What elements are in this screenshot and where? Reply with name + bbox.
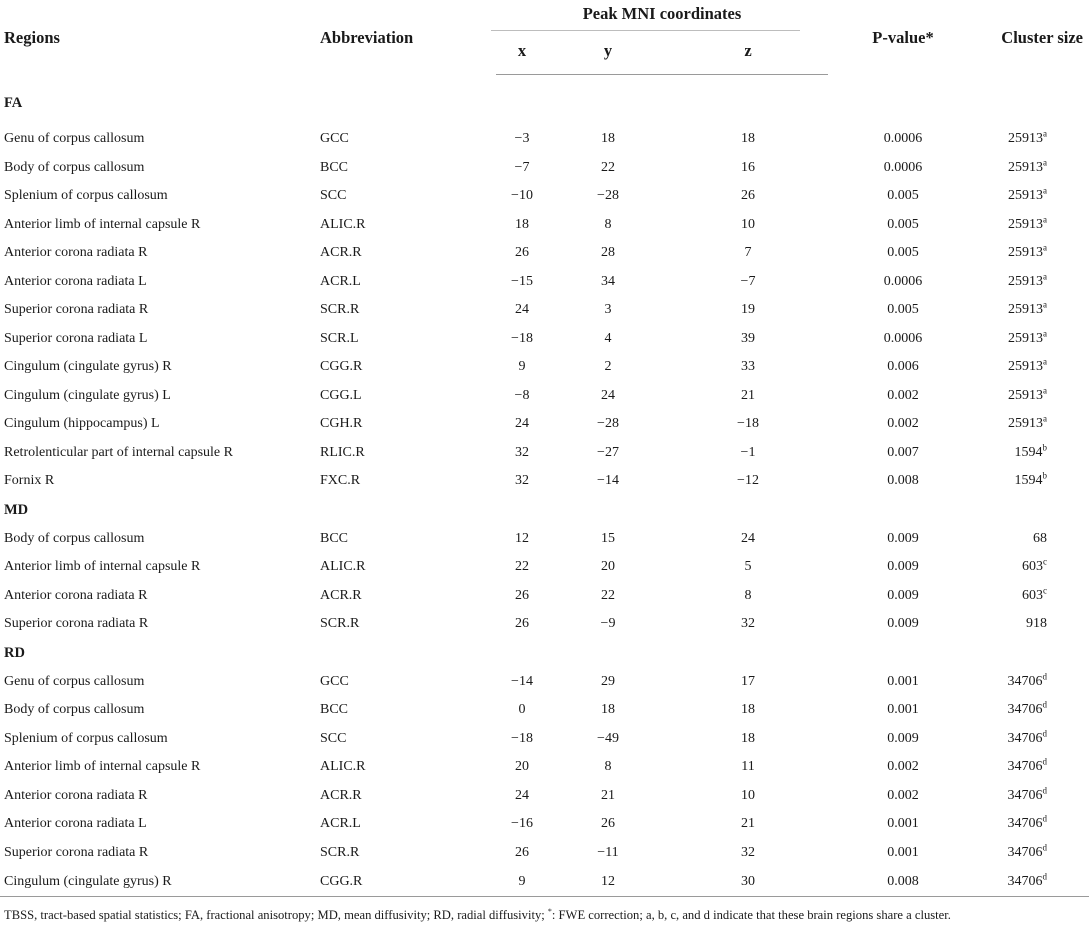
cluster-value: 25913 — [1008, 387, 1043, 403]
table-row — [0, 353, 1089, 382]
footnote-text: TBSS, tract-based spatial statistics; FA, fractional anisotropy; MD, mean diffusivity; RD, radial diffusivity; — [4, 908, 548, 922]
cell-pvalue: 0.002 — [887, 787, 919, 803]
table-row — [0, 867, 1089, 897]
cluster-superscript: d — [1042, 842, 1047, 853]
cluster-value: 25913 — [1008, 302, 1043, 318]
table-row — [0, 325, 1089, 354]
cluster-value: 34706 — [1007, 702, 1043, 718]
header-peak-mni: Peak MNI coordinates — [582, 4, 742, 23]
header-z: z — [668, 28, 828, 75]
cluster-value: 34706 — [1007, 673, 1043, 689]
cell-region: Cingulum (hippocampus) L — [4, 416, 160, 432]
cell-pvalue: 0.008 — [887, 473, 919, 489]
cell-y: −27 — [597, 444, 619, 460]
cell-cluster-size — [978, 668, 1089, 697]
cell-region: Cingulum (cingulate gyrus) R — [4, 359, 172, 375]
cluster-superscript: d — [1042, 813, 1047, 824]
cell-z: −7 — [740, 273, 756, 289]
cell-y: −11 — [597, 844, 619, 860]
cell-cluster-size — [978, 867, 1089, 897]
cell-pvalue: 0.005 — [887, 216, 919, 232]
cell-cluster-size — [978, 467, 1089, 496]
cluster-value: 34706 — [1007, 787, 1043, 803]
cell-pvalue: 0.001 — [887, 816, 919, 832]
cell-pvalue: 0.0006 — [883, 330, 923, 346]
header-row-1 — [0, 0, 1089, 28]
cell-pvalue: 0.001 — [887, 844, 919, 860]
cell-cluster-size — [978, 296, 1089, 325]
cluster-value: 34706 — [1007, 759, 1043, 775]
cluster-superscript: d — [1042, 728, 1047, 739]
cell-z: 32 — [741, 616, 755, 632]
cluster-value: 25913 — [1008, 245, 1043, 261]
cell-pvalue: 0.008 — [828, 867, 978, 897]
cell-abbreviation: ACR.R — [320, 587, 362, 603]
section-label: FA — [4, 94, 23, 111]
cell-pvalue: 0.001 — [887, 673, 919, 689]
cell-pvalue: 0.0006 — [883, 273, 923, 289]
cell-pvalue: 0.009 — [887, 587, 919, 603]
cell-x: 9 — [496, 867, 548, 897]
table-row — [0, 525, 1089, 554]
cell-region: Cingulum (cingulate gyrus) R — [0, 867, 320, 897]
cell-y: −9 — [600, 616, 616, 632]
cluster-value: 603 — [1022, 587, 1043, 603]
cell-z: −12 — [737, 473, 759, 489]
cell-abbreviation: ACR.L — [320, 273, 361, 289]
cell-z: 10 — [741, 787, 755, 803]
cell-cluster-size — [978, 211, 1089, 240]
table-row — [0, 668, 1089, 697]
cluster-value: 25913 — [1008, 131, 1043, 147]
cell-abbreviation: SCR.R — [320, 844, 360, 860]
cell-z: 24 — [741, 530, 755, 546]
cell-y: 4 — [604, 330, 612, 346]
cell-z: 19 — [741, 302, 755, 318]
cell-cluster-size — [978, 782, 1089, 811]
cell-x: 22 — [515, 559, 529, 575]
cell-z: 16 — [741, 159, 755, 175]
cell-z: 18 — [741, 702, 755, 718]
cluster-value: 34706 — [1007, 816, 1043, 832]
cell-region: Anterior corona radiata R — [4, 245, 148, 261]
cluster-superscript: a — [1043, 128, 1047, 139]
cell-pvalue: 0.001 — [887, 702, 919, 718]
cell-pvalue: 0.007 — [887, 444, 919, 460]
cluster-superscript: a — [1043, 328, 1047, 339]
cell-cluster-size — [978, 353, 1089, 382]
cell-y: 26 — [601, 816, 615, 832]
cluster-superscript: a — [1043, 385, 1047, 396]
cluster-superscript: d — [1042, 699, 1047, 710]
cell-cluster-size — [978, 753, 1089, 782]
cell-abbreviation: BCC — [320, 702, 349, 718]
cell-z: 26 — [741, 188, 755, 204]
peak-header-rule — [491, 30, 800, 31]
cluster-value: 25913 — [1008, 159, 1043, 175]
section-label: RD — [4, 644, 25, 661]
cell-y: 18 — [601, 131, 615, 147]
cell-z: 30 — [668, 867, 828, 897]
cell-abbreviation: ACR.L — [320, 816, 361, 832]
cell-abbreviation: ALIC.R — [320, 559, 366, 575]
cell-y: 28 — [601, 245, 615, 261]
cell-pvalue: 0.002 — [887, 387, 919, 403]
table-row — [0, 154, 1089, 183]
cell-pvalue: 0.006 — [887, 359, 919, 375]
cell-y: 15 — [601, 530, 615, 546]
cell-z: 5 — [744, 559, 752, 575]
cluster-value: 68 — [1033, 530, 1047, 546]
cell-y: 8 — [604, 759, 612, 775]
cluster-superscript: a — [1043, 299, 1047, 310]
cell-region: Anterior corona radiata R — [4, 787, 148, 803]
cell-x: −8 — [514, 387, 530, 403]
cell-y: 20 — [601, 559, 615, 575]
cluster-superscript: d — [1042, 671, 1047, 682]
cell-z: 18 — [741, 730, 755, 746]
cell-region: Body of corpus callosum — [4, 702, 145, 718]
table-row — [0, 467, 1089, 496]
table-row — [0, 268, 1089, 297]
cell-cluster-size — [978, 696, 1089, 725]
cell-x: −3 — [514, 131, 530, 147]
cell-pvalue: 0.0006 — [883, 159, 923, 175]
cell-y: 18 — [601, 702, 615, 718]
cluster-superscript: d — [1042, 756, 1047, 767]
cell-abbreviation: ACR.R — [320, 245, 362, 261]
cell-cluster-size — [978, 725, 1089, 754]
header-cluster-size: Cluster size — [1001, 28, 1083, 48]
cell-cluster-size — [978, 410, 1089, 439]
cell-abbreviation: CGG.L — [320, 387, 362, 403]
cell-pvalue: 0.002 — [887, 416, 919, 432]
cluster-value: 25913 — [1008, 330, 1043, 346]
cell-x: 32 — [515, 473, 529, 489]
cluster-superscript: c — [1043, 556, 1047, 567]
cell-y: 3 — [604, 302, 612, 318]
cell-y: 29 — [601, 673, 615, 689]
cluster-value: 25913 — [1008, 216, 1043, 232]
cell-region: Superior corona radiata R — [4, 616, 149, 632]
table-row — [0, 182, 1089, 211]
cell-x: 18 — [515, 216, 529, 232]
table-row — [0, 753, 1089, 782]
cell-abbreviation: ALIC.R — [320, 759, 366, 775]
cluster-superscript: d — [1042, 785, 1047, 796]
cell-cluster-size — [978, 810, 1089, 839]
cell-x: 26 — [515, 587, 529, 603]
cell-abbreviation: RLIC.R — [320, 444, 365, 460]
cell-region: Anterior limb of internal capsule R — [4, 559, 201, 575]
cell-cluster-size — [978, 525, 1089, 554]
cluster-superscript: a — [1043, 157, 1047, 168]
cluster-superscript: a — [1043, 413, 1047, 424]
table-header — [0, 0, 1089, 75]
cell-cluster-size — [978, 553, 1089, 582]
header-pvalue: P-value* — [872, 28, 934, 48]
cell-cluster-size — [978, 239, 1089, 268]
cell-x: 24 — [515, 302, 529, 318]
cell-x: 24 — [515, 416, 529, 432]
cell-cluster-size — [978, 154, 1089, 183]
cell-z: 32 — [741, 844, 755, 860]
cell-y: 2 — [604, 359, 612, 375]
cell-x: 12 — [515, 530, 529, 546]
cell-abbreviation: CGG.R — [320, 359, 363, 375]
cell-pvalue: 0.002 — [887, 759, 919, 775]
cell-x: 26 — [515, 616, 529, 632]
cell-abbreviation: BCC — [320, 530, 349, 546]
cluster-superscript: b — [1042, 470, 1047, 481]
table-row — [0, 211, 1089, 240]
cell-region: Superior corona radiata R — [4, 844, 149, 860]
cell-pvalue: 0.009 — [887, 730, 919, 746]
cluster-value: 25913 — [1008, 359, 1043, 375]
cell-region: Retrolenticular part of internal capsule R — [4, 444, 233, 460]
footnote-text-end: : FWE correction; a, b, c, and d indicate that these brain regions share a cluster. — [551, 908, 951, 922]
cell-x: 32 — [515, 444, 529, 460]
cell-cluster-size — [978, 382, 1089, 411]
cell-abbreviation: BCC — [320, 159, 349, 175]
cluster-value: 34706 — [1007, 844, 1043, 860]
table-body — [0, 75, 1089, 897]
cluster-superscript: a — [1043, 356, 1047, 367]
cell-pvalue: 0.009 — [887, 530, 919, 546]
cluster-superscript: a — [1043, 185, 1047, 196]
header-regions: Regions — [4, 28, 60, 48]
cell-z: 17 — [741, 673, 755, 689]
cluster-superscript: a — [1043, 271, 1047, 282]
cluster-value: 1594 — [1014, 473, 1043, 489]
table-row — [0, 810, 1089, 839]
cell-z: 10 — [741, 216, 755, 232]
cell-region: Fornix R — [4, 473, 55, 489]
cell-y: 34 — [601, 273, 615, 289]
cluster-superscript: a — [1043, 242, 1047, 253]
cell-x: −10 — [511, 188, 533, 204]
table-row — [0, 125, 1089, 154]
cell-z: 21 — [741, 387, 755, 403]
table-row — [0, 553, 1089, 582]
cell-z: 21 — [741, 816, 755, 832]
cell-z: 8 — [744, 587, 752, 603]
cell-z: 33 — [741, 359, 755, 375]
cell-y: −28 — [597, 188, 619, 204]
cell-x: −18 — [511, 730, 533, 746]
cluster-value: 25913 — [1008, 188, 1043, 204]
cell-x: −16 — [511, 816, 533, 832]
cell-region: Anterior limb of internal capsule R — [4, 759, 201, 775]
cell-region: Genu of corpus callosum — [4, 131, 145, 147]
cell-x: −7 — [514, 159, 530, 175]
cell-cluster-size — [978, 125, 1089, 154]
cluster-value: 1594 — [1014, 444, 1043, 460]
cell-z: 7 — [744, 245, 752, 261]
cell-x: −15 — [511, 273, 533, 289]
table-row — [0, 696, 1089, 725]
cell-region: Superior corona radiata L — [4, 330, 148, 346]
table-row — [0, 839, 1089, 868]
cell-cluster-size — [978, 582, 1089, 611]
cell-pvalue: 0.005 — [887, 302, 919, 318]
cell-abbreviation: SCR.L — [320, 330, 359, 346]
cell-y: −14 — [597, 473, 619, 489]
cell-x: 26 — [515, 844, 529, 860]
cell-z: 39 — [741, 330, 755, 346]
cell-abbreviation: SCC — [320, 730, 347, 746]
cell-x: 20 — [515, 759, 529, 775]
cluster-value: 34706 — [1007, 873, 1043, 889]
section-label: MD — [4, 501, 29, 518]
cell-cluster-size — [978, 325, 1089, 354]
cell-abbreviation: GCC — [320, 673, 349, 689]
table-footnote — [4, 908, 951, 923]
cell-region: Anterior corona radiata L — [4, 816, 147, 832]
cell-abbreviation: CGH.R — [320, 416, 363, 432]
footnote-star: * — [547, 906, 552, 916]
table-row — [0, 439, 1089, 468]
cell-y: 22 — [601, 587, 615, 603]
section-row — [0, 75, 1089, 126]
cell-abbreviation: SCR.R — [320, 616, 360, 632]
table-row — [0, 382, 1089, 411]
cell-z: −1 — [740, 444, 756, 460]
cell-x: 26 — [515, 245, 529, 261]
cell-region: Anterior corona radiata L — [4, 273, 147, 289]
cluster-value: 25913 — [1008, 416, 1043, 432]
cluster-superscript: d — [1042, 870, 1047, 881]
cell-cluster-size — [978, 839, 1089, 868]
cell-z: −18 — [737, 416, 759, 432]
cell-x: 9 — [518, 359, 526, 375]
cluster-value: 25913 — [1008, 273, 1043, 289]
cell-region: Body of corpus callosum — [4, 159, 145, 175]
table-row — [0, 582, 1089, 611]
cell-region: Anterior corona radiata R — [4, 587, 148, 603]
header-y: y — [548, 28, 668, 75]
cell-x: 24 — [515, 787, 529, 803]
table-row — [0, 610, 1089, 639]
cell-pvalue: 0.009 — [887, 559, 919, 575]
cell-abbreviation: FXC.R — [320, 473, 361, 489]
table-row — [0, 239, 1089, 268]
cell-abbreviation: SCC — [320, 188, 347, 204]
cell-abbreviation: ACR.R — [320, 787, 362, 803]
cell-abbreviation: ALIC.R — [320, 216, 366, 232]
cell-cluster-size — [978, 439, 1089, 468]
cell-cluster-size — [978, 610, 1089, 639]
cell-y: 12 — [548, 867, 668, 897]
cell-y: 8 — [604, 216, 612, 232]
cell-cluster-size — [978, 182, 1089, 211]
cell-region: Anterior limb of internal capsule R — [4, 216, 201, 232]
cell-pvalue: 0.005 — [887, 245, 919, 261]
cluster-value: 34706 — [1007, 730, 1043, 746]
cell-region: Cingulum (cingulate gyrus) L — [4, 387, 171, 403]
cell-region: Splenium of corpus callosum — [4, 730, 168, 746]
cell-region: Splenium of corpus callosum — [4, 188, 168, 204]
cell-y: 22 — [601, 159, 615, 175]
table-row — [0, 410, 1089, 439]
cell-abbreviation: SCR.R — [320, 302, 360, 318]
cell-y: −28 — [597, 416, 619, 432]
cell-region: Superior corona radiata R — [4, 302, 149, 318]
cluster-superscript: a — [1043, 214, 1047, 225]
cluster-superscript: c — [1043, 585, 1047, 596]
cell-pvalue: 0.005 — [887, 188, 919, 204]
cell-cluster-size — [978, 268, 1089, 297]
cluster-superscript: b — [1042, 442, 1047, 453]
cell-y: 21 — [601, 787, 615, 803]
table-row — [0, 296, 1089, 325]
cell-abbreviation: CGG.R — [320, 867, 496, 897]
cluster-value: 918 — [1026, 616, 1047, 632]
cell-pvalue: 0.009 — [887, 616, 919, 632]
cell-region: Genu of corpus callosum — [4, 673, 145, 689]
cell-x: −14 — [511, 673, 533, 689]
header-abbreviation: Abbreviation — [320, 28, 414, 48]
cell-y: 24 — [601, 387, 615, 403]
cluster-value: 603 — [1022, 559, 1043, 575]
cell-abbreviation: GCC — [320, 131, 349, 147]
cell-x: 0 — [518, 702, 526, 718]
section-row — [0, 496, 1089, 525]
cell-z: 11 — [741, 759, 755, 775]
cell-y: −49 — [597, 730, 619, 746]
table-row — [0, 725, 1089, 754]
cell-x: −18 — [511, 330, 533, 346]
cell-z: 18 — [741, 131, 755, 147]
cell-pvalue: 0.0006 — [883, 131, 923, 147]
table-row — [0, 782, 1089, 811]
header-x: x — [496, 28, 548, 75]
cell-region: Body of corpus callosum — [4, 530, 145, 546]
section-row — [0, 639, 1089, 668]
